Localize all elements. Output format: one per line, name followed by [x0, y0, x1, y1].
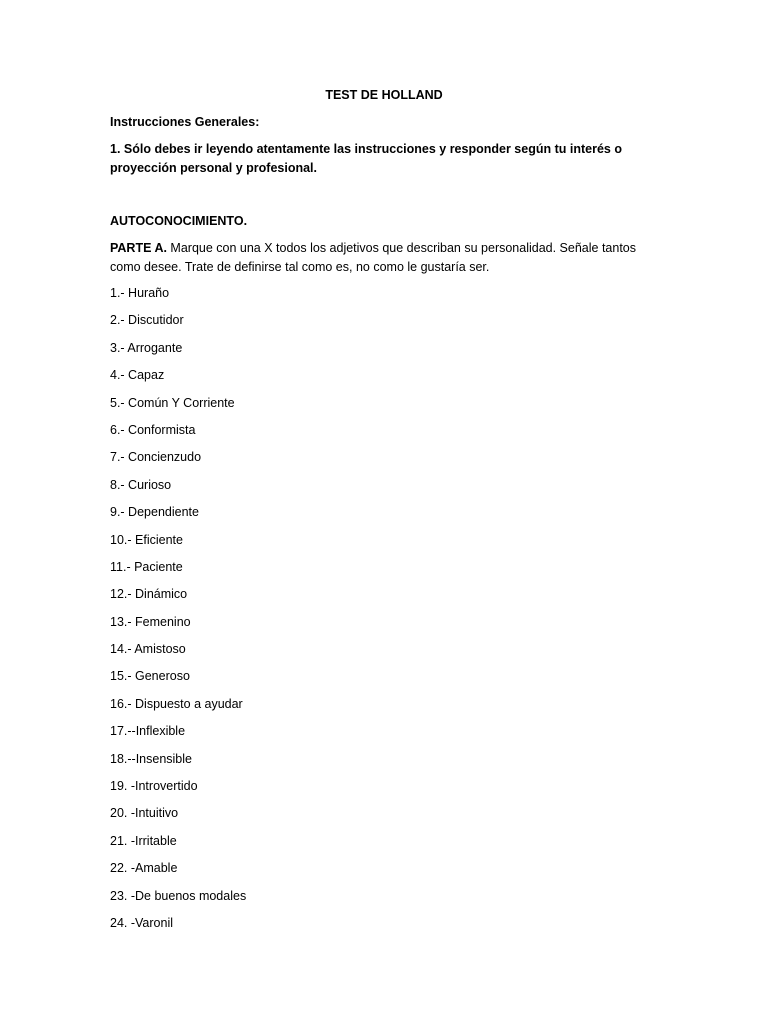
list-item: 21. -Irritable — [110, 833, 177, 848]
list-item: 19. -Introvertido — [110, 779, 198, 794]
list-item: 4.- Capaz — [110, 368, 165, 383]
list-item: 1.- Huraño — [110, 286, 170, 300]
adjective-list — [110, 284, 630, 941]
instruction-1: 1. Sólo debes ir leyendo atentamente las instrucciones y responder según tu interés o proyección personal y profesional. — [110, 142, 622, 175]
part-a-instructions: Marque con una X todos los adjetivos que describan su personalidad. Señale tantos como desee. Trate de definirse tal como es, no como le gustaría ser. — [110, 241, 637, 274]
list-item: 16.- Dispuesto a ayudar — [110, 696, 243, 711]
section-heading: AUTOCONOCIMIENTO. — [110, 214, 248, 228]
list-item: 13.- Femenino — [110, 614, 191, 629]
list-item: 14.- Amistoso — [110, 642, 186, 657]
list-item: 9.- Dependiente — [110, 505, 199, 520]
list-item: 24. -Varonil — [110, 915, 173, 930]
part-a-label: PARTE A. — [110, 241, 167, 255]
general-instructions-heading: Instrucciones Generales: — [110, 115, 260, 129]
list-item: 23. -De buenos modales — [110, 888, 247, 903]
list-item: 17.--Inflexible — [110, 724, 186, 739]
list-item: 22. -Amable — [110, 861, 178, 876]
document-title: TEST DE HOLLAND — [325, 88, 443, 102]
list-item: 7.- Concienzudo — [110, 450, 202, 465]
part-a-paragraph — [110, 239, 650, 277]
list-item: 3.- Arrogante — [110, 340, 183, 355]
list-item: 2.- Discutidor — [110, 313, 184, 328]
list-item: 15.- Generoso — [110, 669, 190, 684]
list-item: 20. -Intuitivo — [110, 806, 179, 821]
list-item: 8.- Curioso — [110, 477, 172, 492]
list-item: 10.- Eficiente — [110, 532, 183, 547]
list-item: 6.- Conformista — [110, 422, 196, 437]
list-item: 18.--Insensible — [110, 751, 192, 766]
list-item: 12.- Dinámico — [110, 587, 188, 602]
list-item: 11.- Paciente — [110, 559, 183, 574]
list-item: 5.- Común Y Corriente — [110, 395, 235, 410]
